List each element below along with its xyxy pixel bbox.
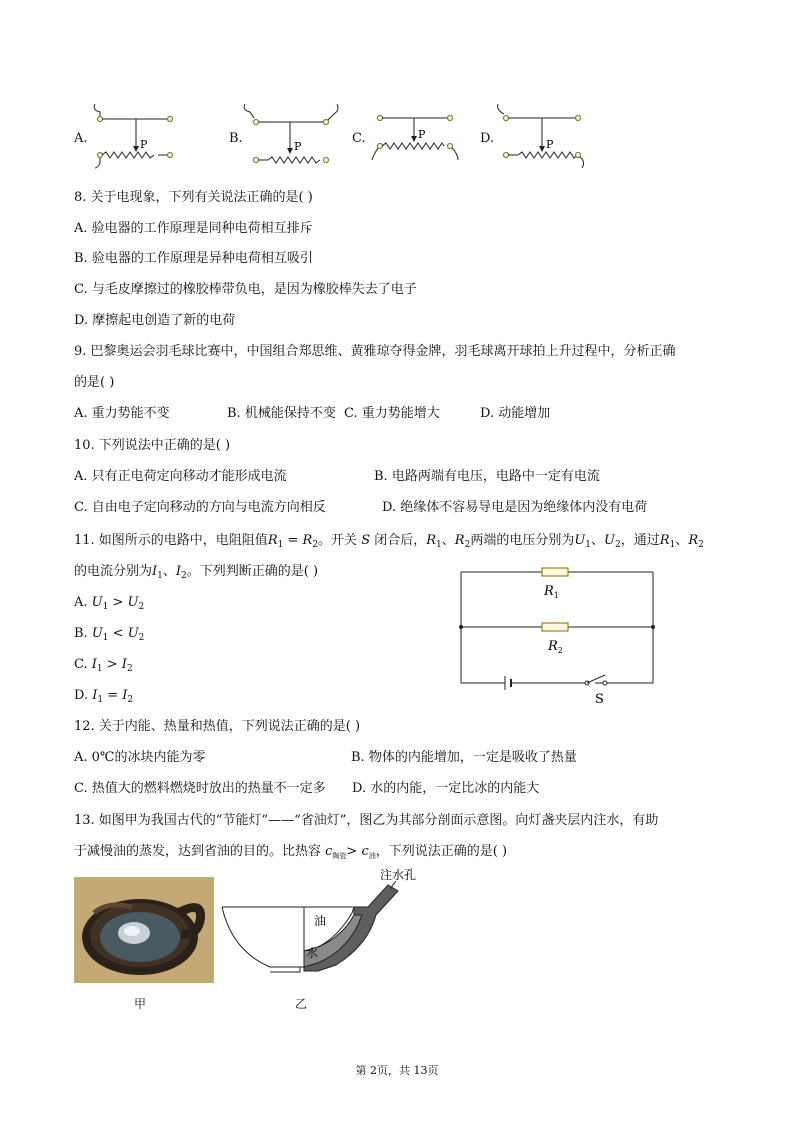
q11-stem-line2: 的电流分别为$I_1$、$I_2$。下列判断正确的是( ) [74,564,319,581]
oil-label: 油 [314,914,327,928]
figure-label-yi: 乙 [295,997,308,1011]
option-b-label: B. [229,131,243,146]
q12-option-a: A. 0℃的冰块内能为零 [74,750,206,765]
q10-option-b: B. 电路两端有电压，电路中一定有电流 [374,469,600,484]
q8-option-d: D. 摩擦起电创造了新的电荷 [74,313,236,328]
q13-stem-line1: 13. 如图甲为我国古代的“节能灯”——“省油灯”，图乙为其部分剖面示意图。向灯盏夹层内注水，有助 [74,813,659,828]
svg-text:R1: $R_1$ [544,584,559,600]
q12-stem: 12. 关于内能、热量和热值，下列说法正确的是( ) [74,719,361,734]
resistor-r2 [542,623,568,631]
slider-label: P [294,140,302,153]
q11-option-d: D. $I_1 = I_2$ [74,688,134,705]
q10-option-d: D. 绝缘体不容易导电是因为绝缘体内没有电荷 [382,500,648,515]
water-label: 水 [306,946,319,960]
q9-stem-line2: 的是( ) [74,375,115,390]
rheostat-diagram-b [242,100,352,170]
q9-stem-line1: 9. 巴黎奥运会羽毛球比赛中，中国组合郑思维、黄雅琼夺得金牌，羽毛球离开球拍上升过程中，分析正确 [74,344,676,359]
q10-stem: 10. 下列说法中正确的是( ) [74,438,231,453]
option-d-label: D. [480,131,495,146]
slider-label: P [546,138,554,151]
oil-lamp-cross-section [218,867,417,977]
switch-label: S [595,692,604,707]
slider-label: P [140,138,148,151]
water-inlet-label: 注水孔 [380,868,417,882]
q11-stem-line1: 11. 如图所示的电路中，电阻阻值$R_1 = R_2$。开关 S 闭合后，$R_1$、$R_2$两端的电压分别为$U_1$、$U_2$，通过$R_1$、$R_2$ [74,533,704,550]
rheostat-diagram-c [366,100,466,170]
q9-option-a: A. 重力势能不变 [74,406,170,421]
q13-stem-line2: 于减慢油的蒸发，达到省油的目的。比热容 $c_{陶瓷}> c_油$，下列说法正确的是( ) [74,844,508,860]
q11-circuit-diagram [455,565,665,705]
q8-option-a: A. 验电器的工作原理是同种电荷相互排斥 [74,221,313,236]
q8-option-c: C. 与毛皮摩擦过的橡胶棒带负电，是因为橡胶棒失去了电子 [74,282,417,297]
q12-option-c: C. 热值大的燃料燃烧时放出的热量不一定多 [74,781,326,796]
q10-option-c: C. 自由电子定向移动的方向与电流方向相反 [74,500,326,515]
option-c-label: C. [352,131,366,146]
q8-option-b: B. 验电器的工作原理是异种电荷相互吸引 [74,251,313,266]
slider-label: P [418,128,426,141]
q9-option-c: C. 重力势能增大 [344,406,440,421]
rheostat-diagram-d [496,100,596,170]
q9-option-b: B. 机械能保持不变 [227,406,336,421]
q12-option-d: D. 水的内能，一定比冰的内能大 [352,781,540,796]
option-a-label: A. [74,131,88,146]
q9-option-d: D. 动能增加 [480,406,551,421]
q8-stem: 8. 关于电现象，下列有关说法正确的是( ) [74,190,313,205]
q11-option-c: C. $I_1 > I_2$ [74,657,133,674]
oil-lamp-photo [74,877,214,983]
q10-option-a: A. 只有正电荷定向移动才能形成电流 [74,469,287,484]
q12-option-b: B. 物体的内能增加，一定是吸收了热量 [351,750,577,765]
resistor-r1 [542,568,568,576]
q11-option-b: B. $U_1 < U_2$ [74,626,145,643]
figure-label-jia: 甲 [134,997,147,1011]
page-footer: 第 2页，共 13页 [355,1064,439,1077]
rheostat-diagram-a [92,100,182,170]
q11-option-a: A. $U_1 > U_2$ [74,595,145,612]
svg-text:R2: $R_2$ [548,639,563,655]
